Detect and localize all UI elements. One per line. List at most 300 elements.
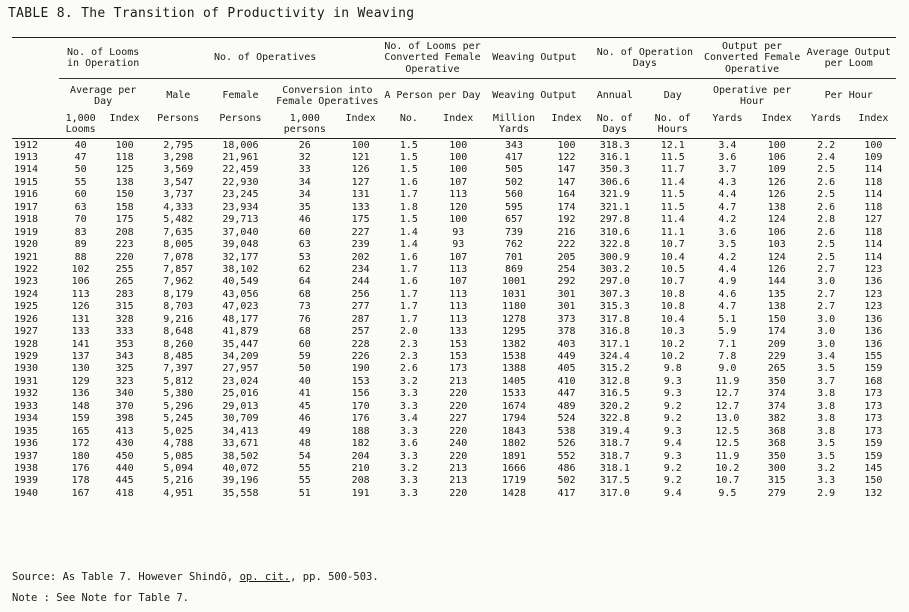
table-cell: 170	[351, 400, 370, 412]
table-cell: 239	[351, 239, 370, 251]
table-cell: 113	[449, 263, 468, 275]
table-cell: 505	[504, 164, 524, 176]
table-cell: 60	[298, 226, 311, 238]
table-cell: 2.5	[817, 239, 836, 251]
table-cell: 450	[115, 450, 134, 462]
table-cell: 234	[351, 263, 370, 275]
table-cell: 11.5	[660, 201, 685, 213]
table-cell: 378	[557, 326, 576, 338]
table-cell: 3.5	[718, 239, 737, 251]
table-cell: 127	[864, 214, 883, 226]
table-cell: 63	[298, 239, 311, 251]
table-cell: 173	[864, 400, 883, 412]
unit-header: No. of Hours	[643, 113, 703, 139]
table-cell: 191	[351, 487, 370, 499]
table-cell: 138	[767, 301, 786, 313]
table-cell: 2.6	[817, 226, 836, 238]
table-cell: 7.8	[718, 351, 737, 362]
table-cell: 300.9	[599, 251, 630, 263]
table-cell: 48	[298, 438, 311, 450]
table-cell: 73	[298, 301, 311, 313]
female-header: Female	[209, 79, 271, 114]
table-cell: 32,177	[222, 251, 259, 263]
table-cell: 3.4	[399, 413, 418, 425]
table-cell: 1538	[501, 351, 527, 362]
table-cell: 1.7	[399, 301, 418, 313]
table-cell: 13.0	[715, 413, 740, 425]
table-cell: 8,485	[163, 351, 194, 362]
table-cell: 374	[767, 400, 786, 412]
year-cell: 1928	[14, 338, 39, 350]
table-cell: 4.6	[718, 288, 737, 300]
table-cell: 34	[298, 176, 311, 188]
table-cell: 202	[351, 251, 370, 263]
table-cell: 11.5	[660, 189, 685, 201]
table-cell: 176	[351, 413, 370, 425]
table-cell: 100	[449, 164, 468, 176]
table-row	[12, 313, 896, 325]
table-cell: 11.9	[715, 375, 740, 387]
table-cell: 100	[115, 139, 134, 151]
table-cell: 29,013	[222, 400, 259, 412]
table-cell: 3,298	[163, 152, 194, 163]
table-cell: 1.7	[399, 313, 418, 325]
table-cell: 1180	[501, 301, 527, 313]
table-cell: 33,671	[222, 438, 259, 450]
table-cell: 5,094	[163, 462, 194, 474]
table-cell: 41	[298, 388, 311, 400]
table-cell: 11.1	[660, 226, 685, 238]
table-cell: 1.6	[399, 276, 418, 288]
table-cell: 46	[298, 413, 311, 425]
unit-header: 1,000 persons	[272, 113, 339, 139]
table-row	[12, 139, 896, 152]
source-citation-link: op. cit.	[239, 571, 291, 583]
unit-header: No. of Days	[587, 113, 643, 139]
table-cell: 8,648	[163, 326, 194, 338]
table-cell: 1382	[501, 338, 527, 350]
table-cell: 9.3	[663, 450, 682, 462]
table-cell: 256	[351, 288, 370, 300]
table-cell: 315.3	[599, 301, 630, 313]
table-cell: 2.5	[817, 251, 836, 263]
year-cell: 1936	[14, 438, 39, 450]
table-cell: 1.6	[399, 251, 418, 263]
table-cell: 29,713	[222, 214, 259, 226]
year-cell: 1931	[14, 375, 39, 387]
table-cell: 118	[864, 226, 883, 238]
table-cell: 39,048	[222, 239, 259, 251]
table-cell: 12.7	[715, 400, 740, 412]
table-cell: 1428	[501, 487, 527, 499]
table-cell: 3.3	[399, 400, 418, 412]
table-cell: 118	[864, 176, 883, 188]
table-cell: 318.7	[599, 450, 630, 462]
table-cell: 18,006	[222, 139, 259, 151]
table-row	[12, 214, 896, 226]
table-cell: 227	[449, 413, 468, 425]
table-cell: 297.0	[599, 276, 630, 288]
table-cell: 32	[298, 152, 311, 163]
table-cell: 62	[298, 263, 311, 275]
table-cell: 343	[115, 351, 134, 362]
table-cell: 9,216	[163, 313, 194, 325]
table-cell: 2.0	[399, 326, 418, 338]
table-cell: 93	[452, 226, 465, 238]
table-cell: 9.4	[663, 438, 682, 450]
table-cell: 138	[115, 176, 134, 188]
table-cell: 5,812	[163, 375, 194, 387]
table-cell: 100	[351, 139, 370, 151]
table-cell: 126	[767, 189, 786, 201]
unit-header: Yards	[801, 113, 850, 139]
table-cell: 1405	[501, 375, 527, 387]
table-cell: 316.5	[599, 388, 630, 400]
table-cell: 118	[864, 201, 883, 213]
per-hour-header: Per Hour	[801, 79, 896, 114]
table-cell: 38,102	[222, 263, 259, 275]
table-cell: 9.3	[663, 425, 682, 437]
unit-header: 1,000 Looms	[59, 113, 102, 139]
unit-header: Index	[752, 113, 801, 139]
table-cell: 130	[71, 363, 90, 375]
table-cell: 3.6	[718, 226, 737, 238]
table-cell: 7,635	[163, 226, 194, 238]
table-cell: 7.1	[718, 338, 737, 350]
table-cell: 133	[71, 326, 90, 338]
table-cell: 114	[864, 239, 883, 251]
table-row	[12, 288, 896, 300]
table-row	[12, 251, 896, 263]
table-cell: 2.7	[817, 263, 836, 275]
table-cell: 3.7	[718, 164, 737, 176]
table-cell: 11.7	[660, 164, 685, 176]
table-cell: 1.5	[399, 164, 418, 176]
table-cell: 100	[557, 139, 576, 151]
table-cell: 1843	[501, 425, 527, 437]
table-cell: 403	[557, 338, 576, 350]
table-cell: 502	[557, 475, 576, 487]
table-cell: 7,397	[163, 363, 194, 375]
table-cell: 10.4	[660, 313, 685, 325]
table-cell: 76	[298, 313, 311, 325]
table-cell: 4.9	[718, 276, 737, 288]
table-cell: 3.2	[817, 462, 836, 474]
table-row	[12, 462, 896, 474]
table-cell: 63	[74, 201, 87, 213]
table-cell: 315	[767, 475, 786, 487]
table-cell: 34,413	[222, 425, 259, 437]
unit-header: No.	[383, 113, 434, 139]
table-cell: 12.5	[715, 438, 740, 450]
year-cell: 1916	[14, 189, 39, 201]
table-cell: 109	[864, 152, 883, 163]
table-cell: 121	[351, 152, 370, 163]
table-cell: 1031	[501, 288, 527, 300]
output-per-operative-header: Output per Converted Female Operative	[703, 38, 802, 79]
table-cell: 125	[115, 164, 134, 176]
table-cell: 4.4	[718, 189, 737, 201]
table-cell: 324.4	[599, 351, 630, 362]
table-cell: 1388	[501, 363, 527, 375]
unit-header: Index	[338, 113, 383, 139]
table-cell: 538	[557, 425, 576, 437]
table-cell: 301	[557, 301, 576, 313]
table-cell: 147	[557, 164, 576, 176]
table-cell: 5,482	[163, 214, 194, 226]
table-cell: 1533	[501, 388, 527, 400]
table-row	[12, 263, 896, 275]
table-cell: 127	[351, 176, 370, 188]
table-row	[12, 151, 896, 163]
year-cell: 1920	[14, 239, 39, 251]
table-cell: 257	[351, 326, 370, 338]
table-cell: 1666	[501, 462, 527, 474]
year-cell: 1927	[14, 326, 39, 338]
table-row	[12, 400, 896, 412]
table-cell: 220	[115, 251, 134, 263]
table-cell: 25,016	[222, 388, 259, 400]
table-cell: 175	[351, 214, 370, 226]
table-cell: 106	[767, 226, 786, 238]
table-cell: 11.5	[660, 152, 685, 163]
table-cell: 35,447	[222, 338, 259, 350]
table-cell: 2.5	[817, 164, 836, 176]
table-row	[12, 350, 896, 362]
table-cell: 10.4	[660, 251, 685, 263]
table-cell: 113	[71, 288, 90, 300]
table-cell: 405	[557, 363, 576, 375]
table-cell: 524	[557, 413, 576, 425]
table-title: TABLE 8. The Transition of Productivity in Weaving	[8, 6, 415, 21]
table-cell: 106	[71, 276, 90, 288]
table-cell: 3.5	[817, 450, 836, 462]
unit-header: Persons	[147, 113, 209, 139]
table-cell: 136	[71, 388, 90, 400]
unit-header: Persons	[209, 113, 271, 139]
table-cell: 321.9	[599, 189, 630, 201]
year-cell: 1919	[14, 226, 39, 238]
table-cell: 1.7	[399, 189, 418, 201]
year-cell: 1917	[14, 201, 39, 213]
table-cell: 417	[504, 152, 524, 163]
table-cell: 657	[504, 214, 524, 226]
operation-days-header: No. of Operation Days	[587, 38, 703, 79]
table-cell: 739	[504, 226, 524, 238]
table-cell: 23,024	[222, 375, 259, 387]
table-row	[12, 239, 896, 251]
table-cell: 93	[452, 239, 465, 251]
table-cell: 265	[115, 276, 134, 288]
table-cell: 300	[767, 462, 786, 474]
table-cell: 382	[767, 413, 786, 425]
avg-output-loom-header: Average Output per Loom	[801, 38, 896, 79]
table-cell: 173	[864, 413, 883, 425]
year-cell: 1922	[14, 263, 39, 275]
table-cell: 4,951	[163, 487, 194, 499]
table-cell: 12.7	[715, 388, 740, 400]
table-cell: 3.3	[399, 475, 418, 487]
table-cell: 60	[298, 338, 311, 350]
table-cell: 410	[557, 375, 576, 387]
table-cell: 701	[504, 251, 524, 263]
table-cell: 34	[298, 189, 311, 201]
table-cell: 175	[115, 214, 134, 226]
table-cell: 307.3	[599, 288, 630, 300]
table-cell: 333	[115, 326, 134, 338]
table-cell: 126	[351, 164, 370, 176]
table-cell: 150	[767, 313, 786, 325]
year-cell: 1939	[14, 475, 39, 487]
table-cell: 109	[767, 164, 786, 176]
table-cell: 83	[74, 226, 87, 238]
table-cell: 321.1	[599, 201, 630, 213]
table-cell: 113	[449, 189, 468, 201]
table-cell: 220	[449, 400, 468, 412]
day-header: Day	[643, 79, 703, 114]
table-row	[12, 164, 896, 176]
table-cell: 323	[115, 375, 134, 387]
conversion-header: Conversion into Female Operatives	[272, 79, 384, 114]
table-cell: 158	[115, 201, 134, 213]
table-cell: 64	[298, 276, 311, 288]
table-cell: 398	[115, 413, 134, 425]
table-cell: 3.3	[399, 425, 418, 437]
table-cell: 502	[504, 176, 524, 188]
table-cell: 100	[449, 139, 468, 151]
table-cell: 41,879	[222, 326, 259, 338]
table-cell: 306.6	[599, 176, 630, 188]
table-cell: 3.2	[399, 375, 418, 387]
table-cell: 45	[298, 400, 311, 412]
table-cell: 23,245	[222, 189, 259, 201]
table-cell: 159	[864, 363, 883, 375]
table-cell: 350	[767, 375, 786, 387]
table-cell: 133	[351, 201, 370, 213]
table-cell: 317.5	[599, 475, 630, 487]
table-cell: 220	[449, 425, 468, 437]
table-cell: 159	[71, 413, 90, 425]
table-cell: 165	[71, 425, 90, 437]
table-cell: 22,459	[222, 164, 259, 176]
table-cell: 1.6	[399, 176, 418, 188]
table-cell: 10.8	[660, 301, 685, 313]
table-cell: 131	[71, 313, 90, 325]
table-cell: 22,930	[222, 176, 259, 188]
table-cell: 10.8	[660, 288, 685, 300]
table-cell: 174	[767, 326, 786, 338]
table-cell: 3.0	[817, 338, 836, 350]
table-cell: 4.2	[718, 214, 737, 226]
table-cell: 167	[71, 487, 90, 499]
table-row	[12, 475, 896, 487]
table-cell: 322.8	[599, 239, 630, 251]
table-cell: 164	[557, 189, 576, 201]
table-cell: 136	[864, 326, 883, 338]
table-cell: 447	[557, 388, 576, 400]
table-cell: 213	[449, 475, 468, 487]
table-cell: 10.3	[660, 326, 685, 338]
table-cell: 340	[115, 388, 134, 400]
table-cell: 486	[557, 462, 576, 474]
unit-header: Index	[435, 113, 482, 139]
year-cell: 1935	[14, 425, 39, 437]
table-cell: 123	[864, 288, 883, 300]
table-cell: 240	[449, 438, 468, 450]
table-cell: 55	[74, 176, 87, 188]
table-cell: 526	[557, 438, 576, 450]
table-cell: 50	[74, 164, 87, 176]
table-cell: 38,502	[222, 450, 259, 462]
table-cell: 8,005	[163, 239, 194, 251]
person-per-day-header: A Person per Day	[383, 79, 482, 114]
table-cell: 368	[767, 425, 786, 437]
table-cell: 124	[767, 214, 786, 226]
table-cell: 10.2	[715, 462, 740, 474]
table-cell: 445	[115, 475, 134, 487]
table-row	[12, 276, 896, 288]
table-cell: 279	[767, 487, 786, 499]
table-cell: 316.1	[599, 152, 630, 163]
table-cell: 312.8	[599, 375, 630, 387]
table-cell: 11.9	[715, 450, 740, 462]
table-cell: 869	[504, 263, 524, 275]
table-cell: 107	[449, 251, 468, 263]
table-cell: 50	[298, 363, 311, 375]
table-cell: 220	[449, 450, 468, 462]
table-cell: 107	[449, 276, 468, 288]
table-cell: 328	[115, 313, 134, 325]
operatives-header: No. of Operatives	[147, 38, 383, 79]
table-cell: 153	[449, 338, 468, 350]
table-cell: 34,209	[222, 351, 259, 362]
table-cell: 47,023	[222, 301, 259, 313]
table-cell: 489	[557, 400, 576, 412]
table-cell: 30,709	[222, 413, 259, 425]
table-cell: 5,216	[163, 475, 194, 487]
table-cell: 113	[449, 301, 468, 313]
table-cell: 55	[298, 462, 311, 474]
table-cell: 353	[115, 338, 134, 350]
table-cell: 10.7	[660, 276, 685, 288]
table-cell: 141	[71, 338, 90, 350]
table-cell: 310.6	[599, 226, 630, 238]
table-cell: 118	[115, 152, 134, 163]
table-cell: 156	[351, 388, 370, 400]
table-cell: 229	[767, 351, 786, 362]
table-cell: 2.3	[399, 351, 418, 362]
table-cell: 12.5	[715, 425, 740, 437]
table-cell: 2.7	[817, 288, 836, 300]
table-cell: 204	[351, 450, 370, 462]
table-cell: 33	[298, 164, 311, 176]
table-row	[12, 450, 896, 462]
table-cell: 552	[557, 450, 576, 462]
table-cell: 138	[767, 201, 786, 213]
year-cell: 1938	[14, 462, 39, 474]
table-cell: 317.1	[599, 338, 630, 350]
table-cell: 133	[449, 326, 468, 338]
table-cell: 126	[71, 301, 90, 313]
table-cell: 12.1	[660, 139, 685, 151]
table-cell: 315	[115, 301, 134, 313]
table-cell: 100	[767, 139, 786, 151]
table-cell: 5,085	[163, 450, 194, 462]
table-cell: 124	[767, 251, 786, 263]
year-cell: 1921	[14, 251, 39, 263]
table-cell: 9.4	[663, 487, 682, 499]
table-cell: 350	[767, 450, 786, 462]
